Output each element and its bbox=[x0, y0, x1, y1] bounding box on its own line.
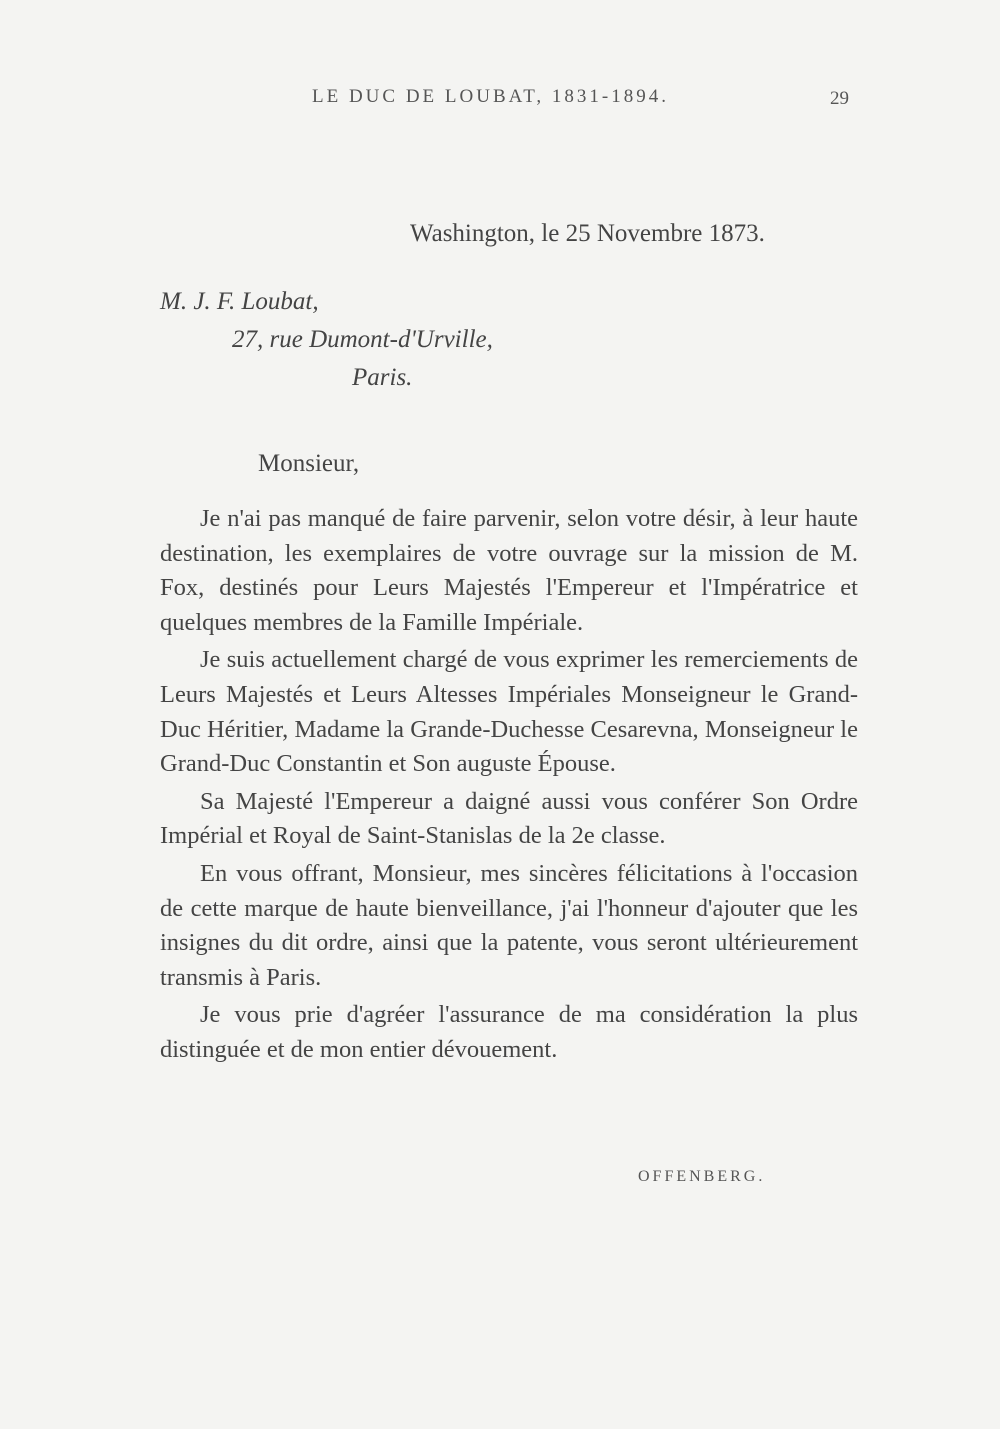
letter-dateline: Washington, le 25 Novembre 1873. bbox=[410, 220, 765, 247]
recipient-name: M. J. F. Loubat, bbox=[160, 288, 319, 315]
letter-paragraph: Je suis actuellement chargé de vous exprimer les remerciements de Leurs Majestés et Leurs Altesses Impériales Monseigneur le Grand-Duc Héritier, Madame la Grande-Duchesse Cesarevna, Monseigneur le Grand-Duc Constantin et Son auguste Épouse. bbox=[160, 646, 858, 778]
letter-paragraph: En vous offrant, Monsieur, mes sincères félicitations à l'occasion de cette marque de haute bienveillance, j'ai l'honneur d'ajouter que les insignes du dit ordre, ainsi que la patente, vous seront ultérieurement transmis à Paris. bbox=[160, 859, 858, 991]
page-number: 29 bbox=[830, 88, 849, 109]
letter-paragraph: Je vous prie d'agréer l'assurance de ma considération la plus distinguée et de mon entier dévouement. bbox=[160, 1001, 858, 1063]
letter-paragraph: Sa Majesté l'Empereur a daigné aussi vous conférer Son Ordre Impérial et Royal de Saint-Stanislas de la 2e classe. bbox=[160, 787, 858, 850]
recipient-street: 27, rue Dumont-d'Urville, bbox=[232, 326, 493, 353]
salutation: Monsieur, bbox=[258, 450, 360, 477]
running-title: LE DUC DE LOUBAT, 1831-1894. bbox=[312, 86, 670, 107]
letter-body bbox=[160, 502, 858, 1071]
signature: OFFENBERG. bbox=[638, 1168, 766, 1185]
recipient-city: Paris. bbox=[352, 364, 413, 391]
letter-paragraph: Je n'ai pas manqué de faire parvenir, selon votre désir, à leur haute destination, les exemplaires de votre ouvrage sur la mission de M. Fox, destinés pour Leurs Majestés l'Empereur et l'Impératrice et quelques membres de la Famille Impériale. bbox=[160, 505, 858, 636]
